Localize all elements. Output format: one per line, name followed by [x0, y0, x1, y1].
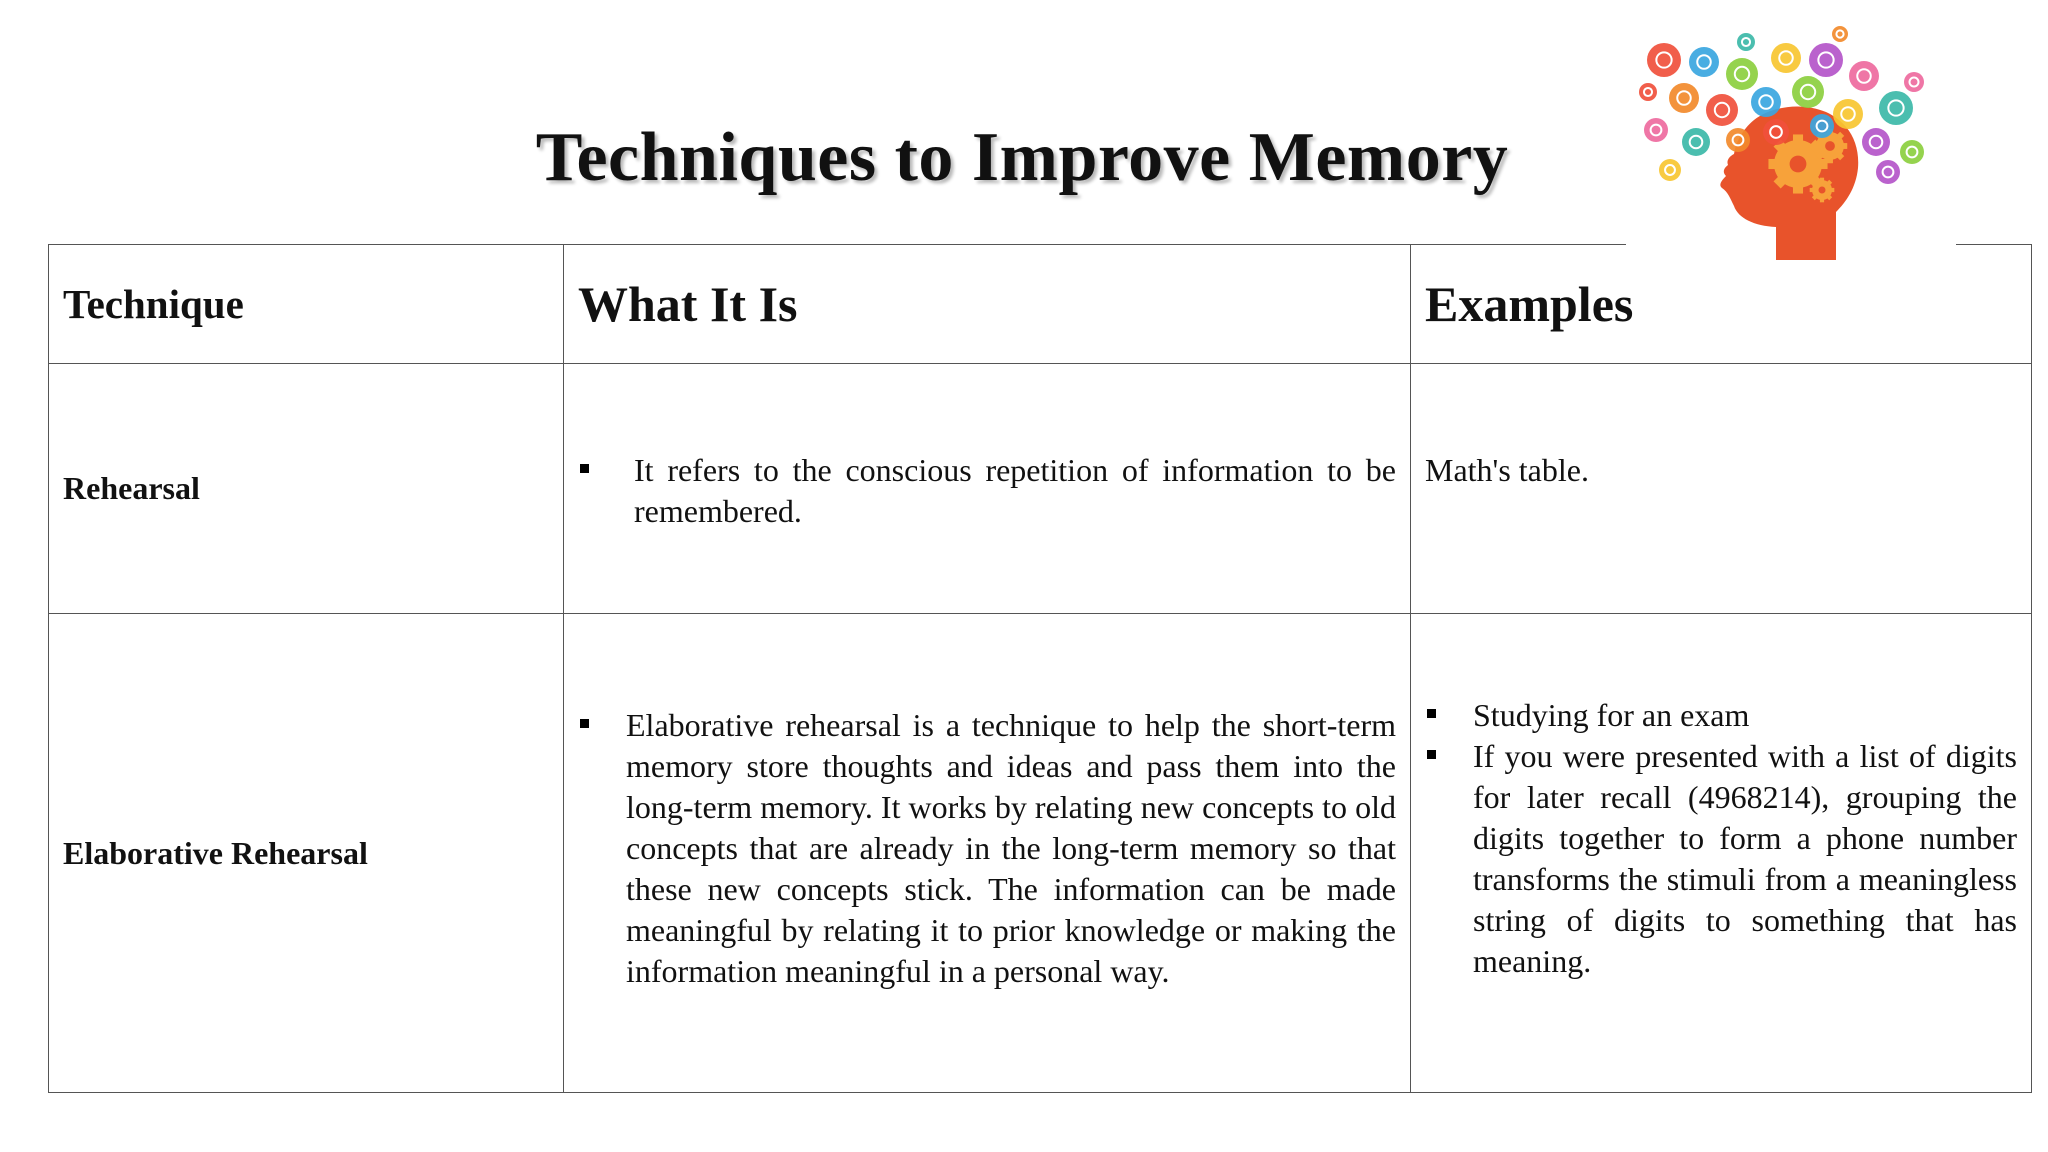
examples-list — [1425, 695, 2017, 982]
memory-techniques-table — [48, 244, 2032, 1093]
idea-bubble — [1879, 91, 1913, 125]
idea-bubble — [1726, 58, 1758, 90]
idea-bubble — [1849, 61, 1879, 91]
idea-bubble — [1810, 114, 1834, 138]
list-item: Elaborative rehearsal is a technique to help the short-term memory store thoughts and ideas and pass them into the long-term memory. It works by relating new concepts to old concepts that are already in the long-term memory so that these new concepts stick. The information can be made meaningful by relating it to prior knowledge or making the information meaningful in a personal way. — [578, 705, 1396, 992]
list-item: It refers to the conscious repetition of information to be remembered. — [578, 450, 1396, 532]
idea-bubble — [1862, 128, 1890, 156]
examples-cell — [1411, 364, 2032, 614]
what-it-is-cell — [564, 614, 1411, 1093]
idea-bubble — [1833, 99, 1863, 129]
idea-bubble — [1639, 83, 1657, 101]
header-what-it-is: What It Is — [564, 245, 1411, 364]
idea-bubble — [1876, 160, 1900, 184]
header-technique: Technique — [49, 245, 564, 364]
idea-bubble — [1751, 87, 1781, 117]
idea-bubble — [1689, 47, 1719, 77]
what-it-is-list — [578, 450, 1396, 532]
idea-bubble — [1706, 94, 1738, 126]
idea-bubble — [1737, 33, 1755, 51]
table-row — [49, 364, 2032, 614]
what-it-is-list — [578, 705, 1396, 992]
idea-bubble — [1904, 72, 1924, 92]
idea-bubble — [1682, 128, 1710, 156]
idea-bubble — [1832, 26, 1848, 42]
idea-bubble — [1659, 159, 1681, 181]
header-examples: Examples — [1411, 245, 2032, 364]
slide-title-text: Techniques to Improve Memory — [535, 119, 1509, 196]
idea-bubble — [1669, 83, 1699, 113]
idea-bubble — [1771, 43, 1801, 73]
technique-name: Elaborative Rehearsal — [49, 614, 564, 1093]
idea-bubble — [1644, 118, 1668, 142]
technique-name: Rehearsal — [49, 364, 564, 614]
what-it-is-cell — [564, 364, 1411, 614]
idea-bubble — [1792, 76, 1824, 108]
list-item: If you were presented with a list of digits for later recall (4968214), grouping the digits together to form a phone number transforms the stimuli from a meaningless string of digits to something that has meaning. — [1425, 736, 2017, 982]
idea-bubble — [1647, 43, 1681, 77]
example-text: Math's table. — [1425, 452, 1589, 488]
table-row — [49, 614, 2032, 1093]
idea-bubble — [1763, 119, 1789, 145]
head-with-ideas-illustration — [1626, 22, 1956, 262]
head-illustration-svg — [1626, 22, 1956, 262]
idea-bubble — [1726, 128, 1750, 152]
list-item: Studying for an exam — [1425, 695, 2017, 736]
idea-bubble — [1809, 43, 1843, 77]
table-header-row — [49, 245, 2032, 364]
gear-icon — [1810, 178, 1835, 203]
examples-cell — [1411, 614, 2032, 1093]
idea-bubble — [1900, 140, 1924, 164]
